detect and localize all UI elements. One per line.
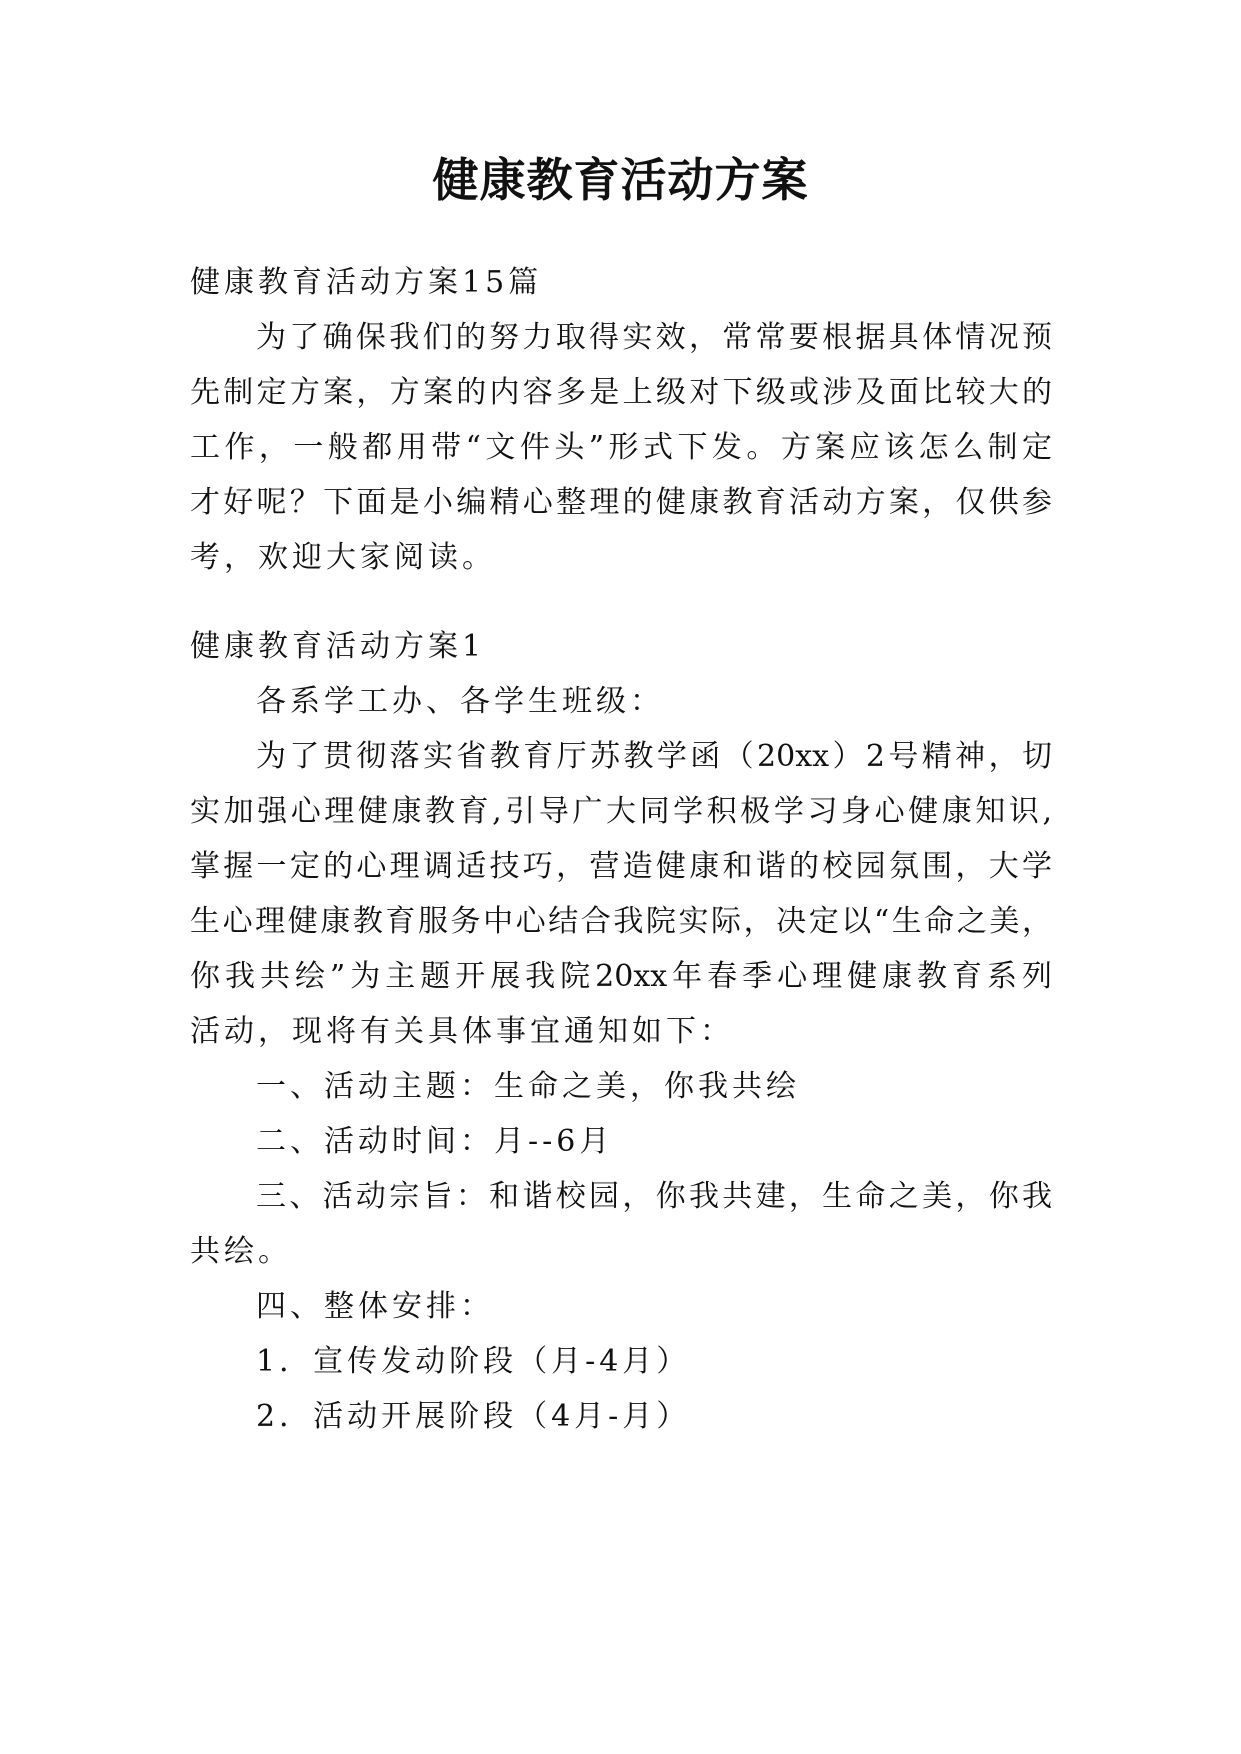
section-heading-collection: 健康教育活动方案15篇 (190, 265, 543, 300)
item-purpose: 三、活动宗旨：和谐校园，你我共建，生命之美，你我 (256, 1179, 1052, 1214)
intro-paragraph-line: 为了确保我们的努力取得实效，常常要根据具体情况预 (256, 320, 1052, 355)
intro-paragraph-line: 先制定方案，方案的内容多是上级对下级或涉及面比较大的 (190, 375, 1052, 410)
intro-paragraph-line: 考，欢迎大家阅读。 (190, 540, 496, 575)
item-purpose-continued: 共绘。 (190, 1234, 292, 1269)
salutation: 各系学工办、各学生班级： (256, 684, 664, 719)
body-paragraph-line: 实加强心理健康教育,引导广大同学积极学习身心健康知识, (190, 794, 1052, 829)
document-title: 健康教育活动方案 (432, 153, 809, 207)
stage-publicity: 1．宣传发动阶段（月-4月） (256, 1344, 691, 1379)
body-paragraph-line: 生心理健康教育服务中心结合我院实际，决定以“生命之美， (190, 904, 1052, 939)
stage-activity: 2．活动开展阶段（4月-月） (256, 1399, 691, 1434)
intro-paragraph-line: 工作，一般都用带“文件头”形式下发。方案应该怎么制定 (190, 430, 1052, 465)
body-paragraph-line: 你我共绘”为主题开展我院20xx年春季心理健康教育系列 (190, 959, 1052, 994)
section-heading-plan-1: 健康教育活动方案1 (190, 629, 486, 664)
body-paragraph-line: 掌握一定的心理调适技巧，营造健康和谐的校园氛围，大学 (190, 849, 1052, 884)
intro-paragraph-line: 才好呢？下面是小编精心整理的健康教育活动方案，仅供参 (190, 485, 1052, 520)
body-paragraph-line: 为了贯彻落实省教育厅苏教学函（20xx）2号精神，切 (256, 739, 1052, 774)
item-overall-arrangement: 四、整体安排： (256, 1289, 494, 1324)
item-theme: 一、活动主题：生命之美，你我共绘 (256, 1069, 800, 1104)
item-time: 二、活动时间：月--6月 (256, 1124, 614, 1159)
body-paragraph-line: 活动，现将有关具体事宜通知如下： (190, 1014, 734, 1049)
